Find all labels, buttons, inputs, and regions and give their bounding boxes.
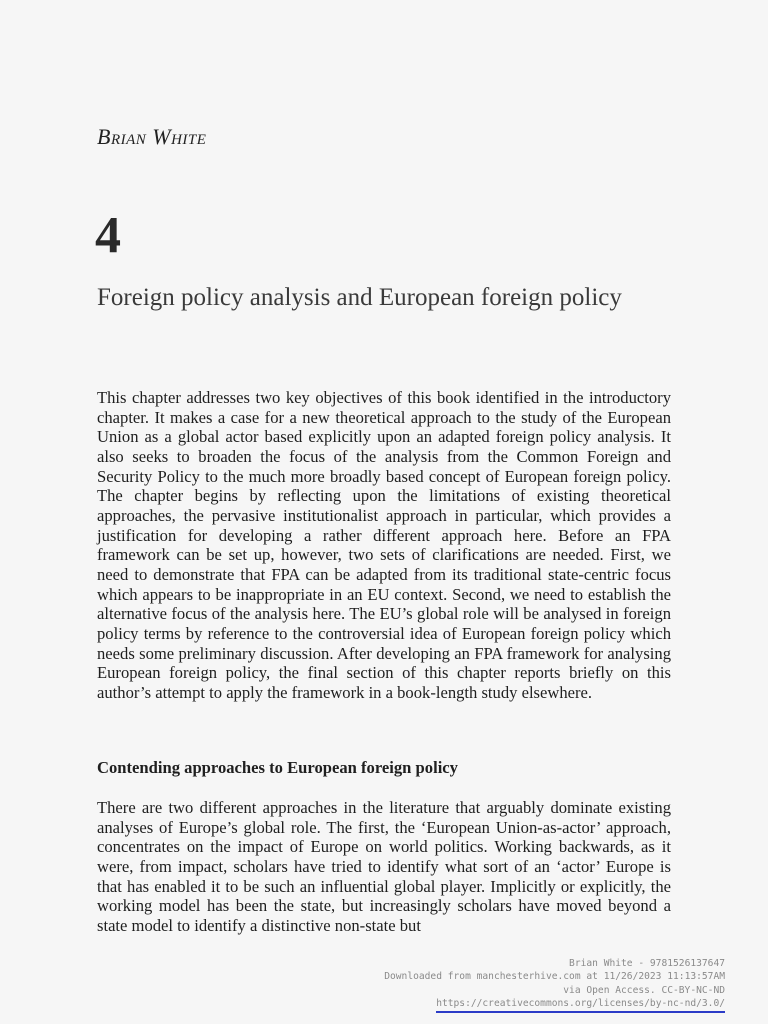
license-link[interactable]: https://creativecommons.org/licenses/by-nc-nd/3.0/: [436, 998, 725, 1013]
download-footer: [384, 957, 725, 1011]
intro-paragraph: This chapter addresses two key objectives of this book identified in the introductory chapter. It makes a case for a new theoretical approach to the study of the European Union as a global actor based explicitly upon an adapted foreign policy analysis. It also seeks to broaden the focus of the analysis from the Common Foreign and Security Policy to the much more broadly based concept of European foreign policy. The chapter begins by reflecting upon the limitations of existing theoretical approaches, the pervasive institutionalist approach in particular, which provides a justification for developing a rather different approach here. Before an FPA framework can be set up, however, two sets of clarifications are needed. First, we need to demonstrate that FPA can be adapted from its traditional state-centric focus which appears to be inappropriate in an EU context. Second, we need to establish the alternative focus of the analysis here. The EU’s global role will be analysed in foreign policy terms by reference to the controversial idea of European foreign policy which needs some preliminary discussion. After developing an FPA framework for analysing European foreign policy, the final section of this chapter reports briefly on this author’s attempt to apply the framework in a book-length study elsewhere.: [97, 388, 671, 702]
author-name: Brian White: [97, 124, 207, 149]
chapter-number: 4: [95, 207, 121, 264]
chapter-title: Foreign policy analysis and European foreign policy: [97, 284, 622, 311]
footer-isbn-line: Brian White - 9781526137647: [569, 958, 725, 969]
footer-access-line: via Open Access. CC-BY-NC-ND: [563, 984, 725, 996]
section-paragraph: There are two different approaches in the literature that arguably dominate existing analyses of Europe’s global role. The first, the ‘European Union-as-actor’ approach, concentrates on the impact of Europe on world politics. Working backwards, as it were, from impact, scholars have tried to identify what sort of an ‘actor’ Europe is that has enabled it to be such an influential global player. Implicitly or explicitly, the working model has been the state, but increasingly scholars have moved beyond a state model to identify a distinctive non-state but: [97, 798, 671, 935]
section-heading: Contending approaches to European foreign policy: [97, 758, 458, 777]
footer-download-line: Downloaded from manchesterhive.com at 11/26/2023 11:13:57AM: [384, 971, 725, 983]
